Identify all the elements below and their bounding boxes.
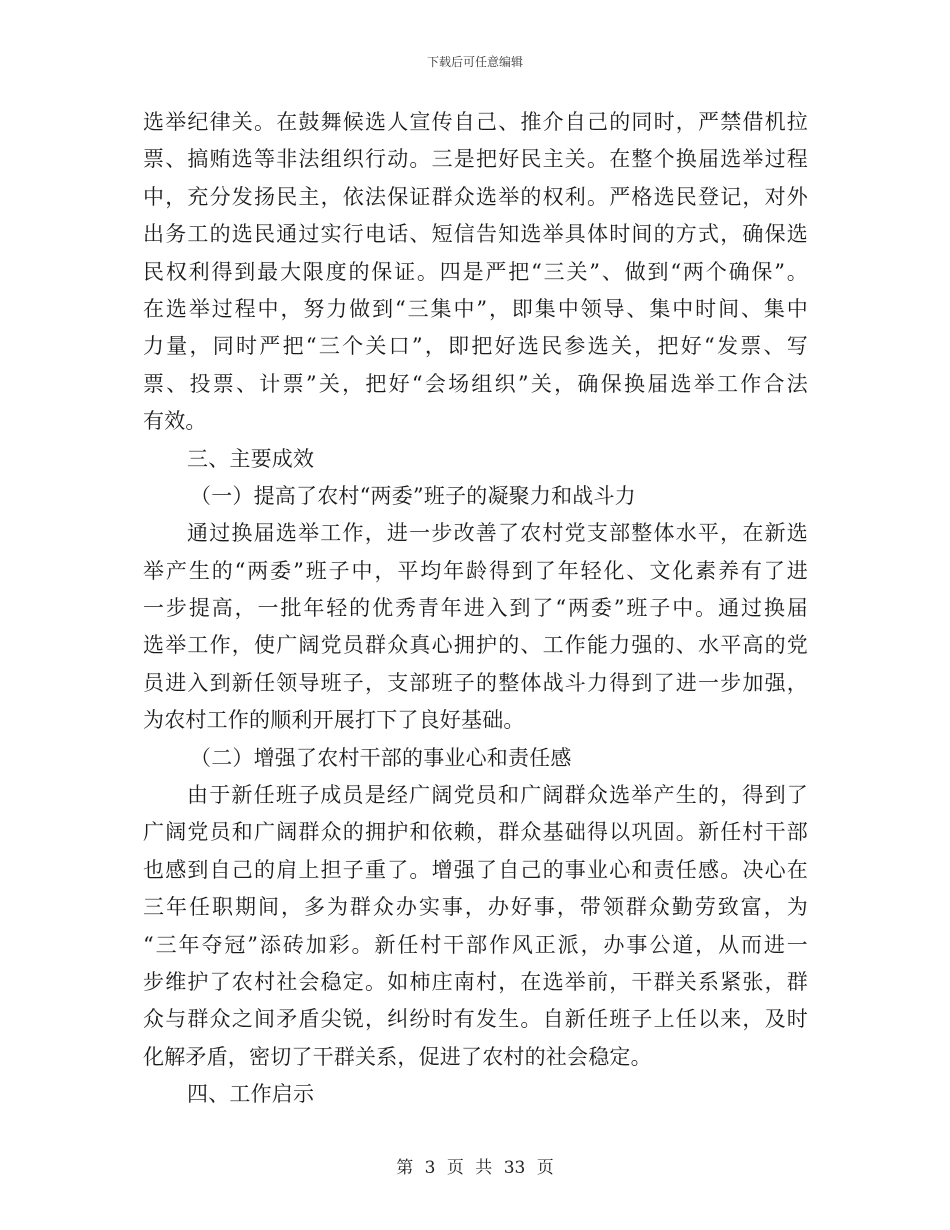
body-line: 一步提高，一批年轻的优秀青年进入到了“两委”班子中。通过换届 (143, 596, 808, 621)
body-line: 由于新任班子成员是经广阔党员和广阔群众选举产生的，得到了 (187, 783, 808, 808)
body-line: 出务工的选民通过实行电话、短信告知选举具体时间的方式，确保选 (143, 222, 808, 247)
body-line: 员进入到新任领导班子，支部班子的整体战斗力得到了进一步加强， (143, 670, 808, 695)
body-line: 通过换届选举工作，进一步改善了农村党支部整体水平，在新选 (187, 521, 808, 546)
body-line: 在选举过程中，努力做到“三集中”，即集中领导、集中时间、集中 (143, 296, 808, 321)
body-line: 民权利得到最大限度的保证。四是严把“三关”、做到“两个确保”。 (143, 259, 808, 284)
subsection-heading: （一）提高了农村“两委”班子的凝聚力和战斗力 (190, 483, 636, 508)
body-line: 中，充分发扬民主，依法保证群众选举的权利。严格选民登记，对外 (143, 184, 808, 209)
body-line: 举产生的“两委”班子中，平均年龄得到了年轻化、文化素养有了进 (143, 558, 808, 583)
section-heading: 四、工作启示 (187, 1082, 315, 1107)
body-line: 众与群众之间矛盾尖锐，纠纷时有发生。自新任班子上任以来，及时 (143, 1007, 808, 1032)
subsection-heading: （二）增强了农村干部的事业心和责任感 (190, 745, 572, 770)
body-line: 力量，同时严把“三个关口”，即把好选民参选关，把好“发票、写 (143, 334, 808, 359)
body-line: 票、投票、计票”关，把好“会场组织”关，确保换届选举工作合法 (143, 371, 808, 396)
body-line: 步维护了农村社会稳定。如柿庄南村，在选举前，干群关系紧张，群 (143, 969, 808, 994)
page-header-note: 下载后可任意编辑 (426, 55, 523, 69)
section-heading: 三、主要成效 (187, 446, 315, 471)
document-body (143, 104, 808, 1114)
body-line: “三年夺冠”添砖加彩。新任村干部作风正派，办事公道，从而进一 (143, 932, 808, 957)
page-number-footer: 第 3 页 共 33 页 (396, 1158, 554, 1178)
body-line: 票、搞贿选等非法组织行动。三是把好民主关。在整个换届选举过程 (143, 147, 808, 172)
body-line: 选举纪律关。在鼓舞候选人宣传自己、推介自己的同时，严禁借机拉 (143, 110, 808, 134)
body-line: 也感到自己的肩上担子重了。增强了自己的事业心和责任感。决心在 (143, 857, 808, 882)
body-line: 化解矛盾，密切了干群关系，促进了农村的社会稳定。 (143, 1044, 652, 1069)
body-line: 为农村工作的顺利开展打下了良好基础。 (143, 708, 525, 733)
body-line: 广阔党员和广阔群众的拥护和依赖，群众基础得以巩固。新任村干部 (143, 820, 808, 845)
body-line: 三年任职期间，多为群众办实事，办好事，带领群众勤劳致富，为 (143, 895, 808, 920)
body-line: 选举工作，使广阔党员群众真心拥护的、工作能力强的、水平高的党 (143, 633, 808, 658)
body-line: 有效。 (143, 409, 207, 434)
